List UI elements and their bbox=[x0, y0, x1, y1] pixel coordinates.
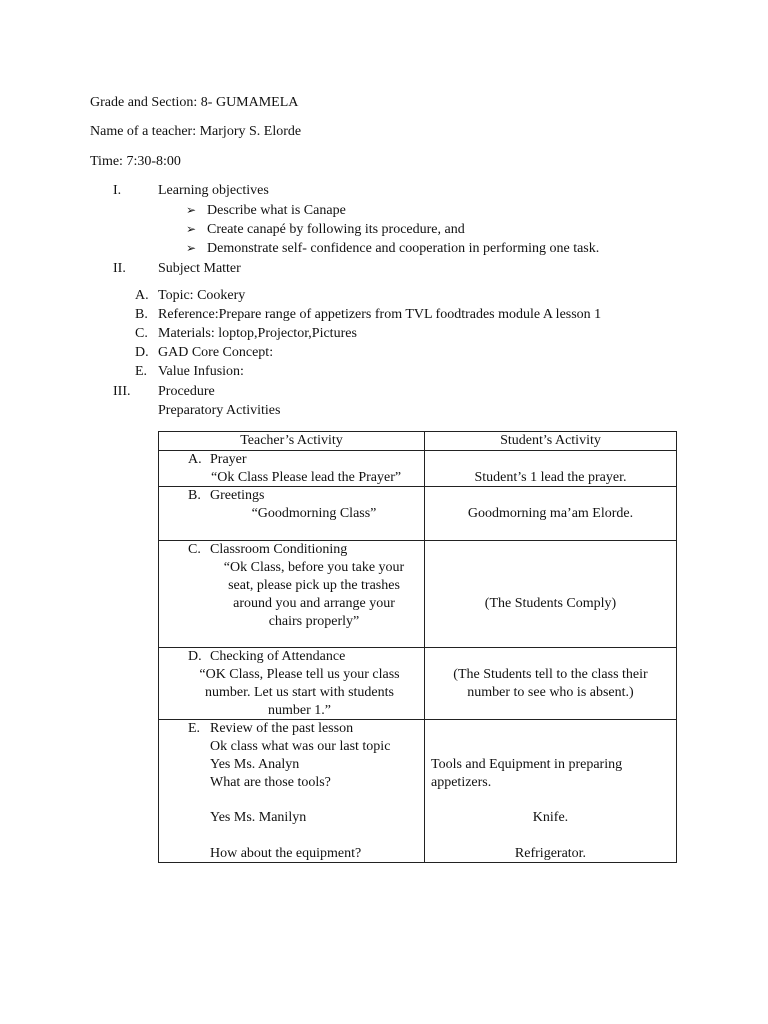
subject-item-text: GAD Core Concept: bbox=[158, 345, 274, 360]
subject-item-letter: C. bbox=[135, 326, 148, 341]
row-e-student-line: Tools and Equipment in preparing bbox=[431, 757, 623, 772]
row-d-title: Checking of Attendance bbox=[210, 649, 346, 664]
bullet-arrow-icon: ➢ bbox=[186, 241, 197, 255]
row-c-quote-line: around you and arrange your bbox=[233, 596, 395, 611]
teacher-name: Name of a teacher: Marjory S. Elorde bbox=[90, 124, 302, 139]
section-2-title: Subject Matter bbox=[158, 261, 241, 276]
row-e-line: Yes Ms. Manilyn bbox=[210, 810, 307, 825]
row-a-student: Student’s 1 lead the prayer. bbox=[474, 470, 627, 485]
row-e-student-line: appetizers. bbox=[431, 775, 492, 790]
activities-table bbox=[158, 431, 677, 863]
section-1-title: Learning objectives bbox=[158, 183, 269, 198]
row-e-title: Review of the past lesson bbox=[210, 721, 354, 736]
subject-item-letter: B. bbox=[135, 307, 148, 322]
teacher-activity-header: Teacher’s Activity bbox=[240, 433, 343, 448]
row-e-line: Ok class what was our last topic bbox=[210, 739, 391, 754]
row-e-student-fridge: Refrigerator. bbox=[514, 846, 587, 861]
subject-item-letter: A. bbox=[135, 288, 149, 303]
row-e-line: Yes Ms. Analyn bbox=[210, 757, 300, 772]
row-e-line: What are those tools? bbox=[210, 775, 331, 790]
row-c-quote-line: “Ok Class, before you take your bbox=[223, 560, 405, 575]
row-b-quote: “Goodmorning Class” bbox=[251, 506, 377, 521]
row-a-title: Prayer bbox=[210, 452, 247, 467]
subject-item-text: Materials: loptop,Projector,Pictures bbox=[158, 326, 357, 341]
objective-item: Create canapé by following its procedure, and bbox=[207, 222, 465, 237]
objective-item: Describe what is Canape bbox=[207, 203, 346, 218]
row-a-letter: A. bbox=[188, 452, 202, 467]
objective-item: Demonstrate self- confidence and cooperation in performing one task. bbox=[207, 241, 600, 256]
section-3-number: III. bbox=[113, 384, 131, 399]
row-c-letter: C. bbox=[188, 542, 201, 557]
row-c-title: Classroom Conditioning bbox=[210, 542, 348, 557]
section-1-number: I. bbox=[113, 183, 122, 198]
row-d-quote-line: “OK Class, Please tell us your class bbox=[199, 667, 400, 682]
subject-item-text: Topic: Cookery bbox=[158, 288, 246, 303]
row-d-letter: D. bbox=[188, 649, 202, 664]
row-e-line: How about the equipment? bbox=[210, 846, 362, 861]
bullet-arrow-icon: ➢ bbox=[186, 222, 197, 236]
subject-item-text: Reference:Prepare range of appetizers from TVL foodtrades module A lesson 1 bbox=[158, 307, 602, 322]
row-d-student-line: (The Students tell to the class their bbox=[453, 667, 648, 682]
row-b-letter: B. bbox=[188, 488, 201, 503]
row-a-quote: “Ok Class Please lead the Prayer” bbox=[211, 470, 402, 485]
bullet-arrow-icon: ➢ bbox=[186, 203, 197, 217]
row-e-student-knife: Knife. bbox=[532, 810, 569, 825]
subject-item-letter: E. bbox=[135, 364, 148, 379]
row-c-quote-line: chairs properly” bbox=[268, 614, 360, 629]
row-c-quote-line: seat, please pick up the trashes bbox=[228, 578, 400, 593]
subject-item-letter: D. bbox=[135, 345, 149, 360]
row-b-title: Greetings bbox=[210, 488, 265, 503]
grade-section: Grade and Section: 8- GUMAMELA bbox=[90, 95, 299, 110]
subject-item-text: Value Infusion: bbox=[158, 364, 244, 379]
preparatory-activities-label: Preparatory Activities bbox=[158, 403, 281, 418]
row-d-student-line: number to see who is absent.) bbox=[467, 685, 634, 700]
row-d-quote-line: number 1.” bbox=[268, 703, 331, 718]
student-activity-header: Student’s Activity bbox=[500, 433, 601, 448]
row-b-student: Goodmorning ma’am Elorde. bbox=[467, 506, 634, 521]
section-2-number: II. bbox=[113, 261, 126, 276]
section-3-title: Procedure bbox=[158, 384, 215, 399]
row-c-student: (The Students Comply) bbox=[484, 596, 617, 611]
row-e-letter: E. bbox=[188, 721, 201, 736]
class-time: Time: 7:30-8:00 bbox=[90, 154, 181, 169]
row-d-quote-line: number. Let us start with students bbox=[205, 685, 394, 700]
